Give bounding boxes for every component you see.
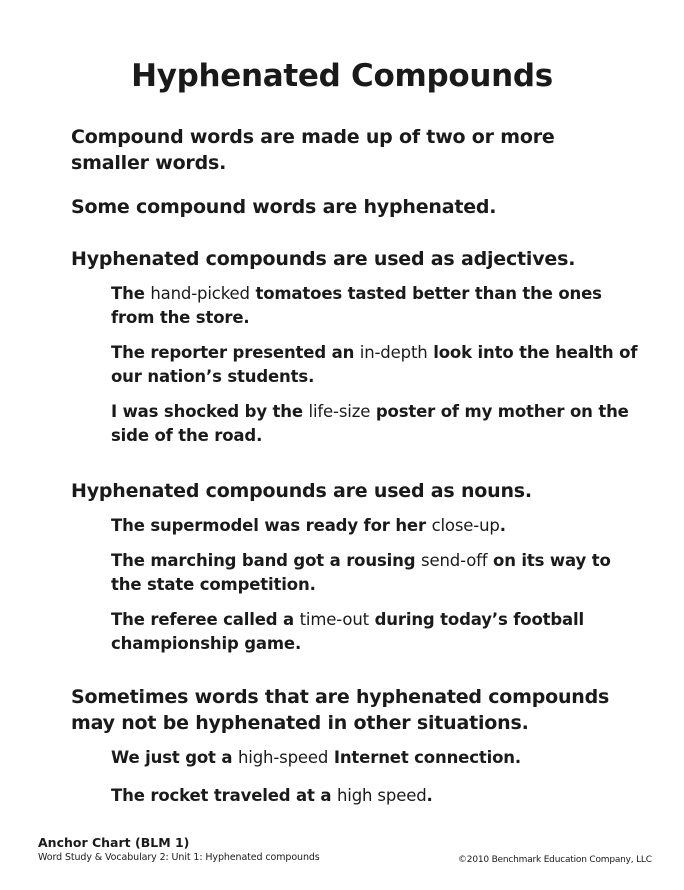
section-heading: Sometimes words that are hyphenated compounds may not be hyphenated in other situations.: [71, 686, 610, 734]
section-heading: Hyphenated compounds are used as adjectives.: [71, 248, 576, 270]
section-some-hyphenated: [0, 194, 684, 220]
compound-word: high-speed: [237, 748, 329, 767]
footer-left: [38, 835, 320, 865]
compound-word: life-size: [308, 402, 371, 421]
page-title: Hyphenated Compounds: [131, 58, 553, 94]
section-adjectives: [0, 246, 684, 448]
footer-label: Anchor Chart (BLM 1): [38, 835, 190, 850]
section-nouns: [0, 478, 684, 656]
section-heading: Hyphenated compounds are used as nouns.: [71, 480, 532, 502]
example-sentence: I was shocked by the life-size poster of my mother on the side of the road.: [111, 402, 629, 445]
example-sentence: We just got a high-speed Internet connection.: [111, 748, 521, 767]
example-sentence: The rocket traveled at a high speed.: [111, 786, 433, 805]
example-sentence: The marching band got a rousing send-off on its way to the state competition.: [111, 551, 611, 594]
compound-word: high speed: [336, 786, 427, 805]
footer-copyright: ©2010 Benchmark Education Company, LLC: [458, 855, 652, 865]
section-heading: Compound words are made up of two or more smaller words.: [71, 126, 555, 174]
section-heading: Some compound words are hyphenated.: [71, 196, 497, 218]
compound-word: send-off: [421, 551, 488, 570]
example-sentence: The reporter presented an in-depth look into the health of our nation’s students.: [111, 343, 638, 386]
compound-word: close-up: [431, 516, 500, 535]
example-sentence: The supermodel was ready for her close-up.: [111, 516, 506, 535]
section-not-hyphenated: [0, 684, 684, 808]
footer-course: Word Study & Vocabulary 2: Unit 1: Hyphenated compounds: [38, 852, 320, 863]
example-sentence: The referee called a time-out during today’s football championship game.: [111, 610, 585, 653]
example-sentence: The hand-picked tomatoes tasted better than the ones from the store.: [111, 284, 602, 327]
compound-word: time-out: [299, 610, 369, 629]
compound-word: in-depth: [359, 343, 428, 362]
compound-word: hand-picked: [150, 284, 250, 303]
section-compound-definition: [0, 124, 684, 176]
